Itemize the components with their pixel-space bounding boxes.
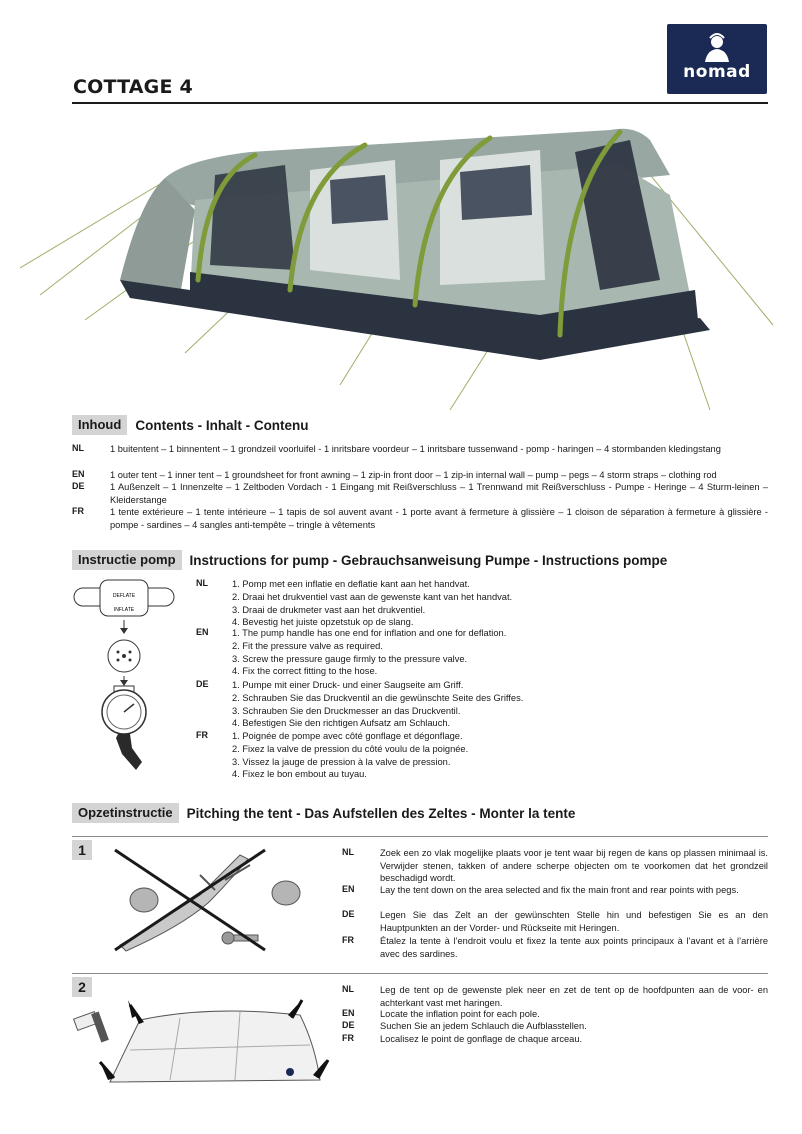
page-title: COTTAGE 4 — [73, 76, 193, 98]
step-item: 3. Screw the pressure gauge firmly to the pressure valve. — [232, 653, 468, 664]
step-text: Localisez le point de gonflage de chaque arceau. — [380, 1034, 583, 1044]
step1-illustration — [110, 845, 330, 960]
brand-name: nomad — [683, 62, 751, 82]
step-text: Lay the tent down on the area selected and fix the main front and rear points with pegs. — [380, 885, 739, 895]
pump-illustration — [70, 578, 180, 778]
step-item: 2. Fit the pressure valve as required. — [232, 640, 383, 651]
step-item: 1. Pomp met een inflatie en deflatie kant aan het handvat. — [232, 579, 470, 589]
pump-tag: Instructie pomp — [72, 550, 182, 570]
step-item: 4. Bevestig het juiste opzetstuk op de slang. — [232, 617, 414, 628]
step-item: 1. The pump handle has one end for inflation and one for deflation. — [232, 628, 507, 638]
contents-text: 1 tente extérieure – 1 tente intérieure – 1 tapis de sol auvent avant - 1 porte avant à fermeture à glissière – 1 cloison de séparation à fermeture à glissière - pompe - sardines – 4 sangles anti-tempête – tringle à vêtements — [110, 507, 768, 530]
step-item: 1. Poignée de pompe avec côté gonflage et dégonflage. — [232, 731, 463, 741]
step-text: Étalez la tente à l’endroit voulu et fixez la tente aux points principaux à l’avant et à l’arrière avec des sardines. — [380, 936, 768, 959]
lang-code: FR — [342, 1033, 354, 1043]
lang-code: FR — [196, 730, 208, 740]
lang-code: EN — [342, 884, 355, 894]
lang-code: NL — [72, 443, 84, 453]
step-divider — [72, 973, 768, 974]
steps-list — [232, 730, 468, 781]
pump-header — [72, 550, 667, 570]
pitching-tag: Opzetinstructie — [72, 803, 179, 823]
deflate-label: DEFLATE — [112, 593, 136, 599]
person-icon — [667, 24, 767, 94]
contents-text: 1 buitentent – 1 binnentent – 1 grondzeil voorluifel - 1 inritsbare voordeur – 1 inritsbare tussenwand - pomp - haringen – 4 stormbanden kledingstang — [110, 444, 721, 454]
step-item: 1. Pumpe mit einer Druck- und einer Saugseite am Griff. — [232, 680, 464, 690]
step-item: 2. Fixez la valve de pression du côté voulu de la poignée. — [232, 743, 469, 754]
inflate-label: INFLATE — [113, 607, 135, 613]
step-item: 2. Draai het drukventiel vast aan de gewenste kant van het handvat. — [232, 591, 513, 602]
contents-title: Contents - Inhalt - Contenu — [135, 417, 309, 433]
lang-code: FR — [72, 506, 84, 516]
step-text: Leg de tent op de gewenste plek neer en zet de tent op de hoofdpunten aan de voor- en achterkant vast met haringen. — [380, 985, 768, 1008]
contents-header — [72, 415, 309, 435]
contents-text: 1 Außenzelt – 1 Innenzelte – 1 Zeltboden Vordach - 1 Eingang mit Reißverschluss – 1 Trennwand mit Reißverschluss - Pumpe - Heringe – 4 Sturm-leinen – Kleiderstange — [110, 482, 768, 505]
steps-list — [232, 679, 523, 730]
lang-code: EN — [72, 469, 85, 479]
steps-list — [232, 578, 512, 629]
step-text: Zoek een zo vlak mogelijke plaats voor je tent waar bij regen de kans op plassen minimaal is. Verwijder stenen, takken of andere scherpe objecten om te voorkomen dat het grondzeil beschadigd wordt. — [380, 848, 768, 883]
lang-code: EN — [196, 627, 209, 637]
lang-code: NL — [342, 984, 354, 994]
step-number: 1 — [72, 840, 92, 860]
lang-code: FR — [342, 935, 354, 945]
step-item: 3. Vissez la jauge de pression à la valve de pression. — [232, 756, 451, 767]
step-text: Legen Sie das Zelt an der gewünschten Stelle hin und befestigen Sie es an den Hauptpunkten an der Vorder- und Rückseite mit Heringen. — [380, 910, 768, 933]
step-item: 4. Fixez le bon embout au tuyau. — [232, 769, 367, 780]
lang-code: DE — [342, 1020, 355, 1030]
step-divider — [72, 836, 768, 837]
contents-tag: Inhoud — [72, 415, 127, 435]
steps-list — [232, 627, 506, 678]
lang-code: EN — [342, 1008, 355, 1018]
lang-code: NL — [196, 578, 208, 588]
lang-code: DE — [72, 481, 85, 491]
contents-text: 1 outer tent – 1 inner tent – 1 groundsheet for front awning – 1 zip-in front door – 1 zip-in internal wall – pump – pegs – 4 storm straps – clothing rod — [110, 470, 717, 480]
header-rule — [72, 102, 768, 104]
step-item: 4. Befestigen Sie den richtigen Aufsatz am Schlauch. — [232, 718, 451, 729]
tent-illustration — [20, 120, 775, 412]
step-text: Suchen Sie an jedem Schlauch die Aufblasstellen. — [380, 1021, 587, 1031]
lang-code: DE — [342, 909, 355, 919]
brand-logo — [667, 24, 767, 94]
step2-illustration — [70, 990, 335, 1090]
step-item: 3. Draai de drukmeter vast aan het drukventiel. — [232, 604, 426, 615]
step-item: 3. Schrauben Sie den Druckmesser an das Druckventil. — [232, 705, 461, 716]
pitching-header — [72, 803, 575, 823]
step-item: 2. Schrauben Sie das Druckventil an die gewünschte Seite des Griffes. — [232, 692, 524, 703]
pump-title: Instructions for pump - Gebrauchsanweisung Pumpe - Instructions pompe — [189, 552, 668, 568]
pitching-title: Pitching the tent - Das Aufstellen des Zeltes - Monter la tente — [186, 805, 576, 821]
lang-code: NL — [342, 847, 354, 857]
step-text: Locate the inflation point for each pole. — [380, 1009, 540, 1019]
step-item: 4. Fix the correct fitting to the hose. — [232, 666, 378, 677]
lang-code: DE — [196, 679, 209, 689]
step-number: 2 — [72, 977, 92, 997]
